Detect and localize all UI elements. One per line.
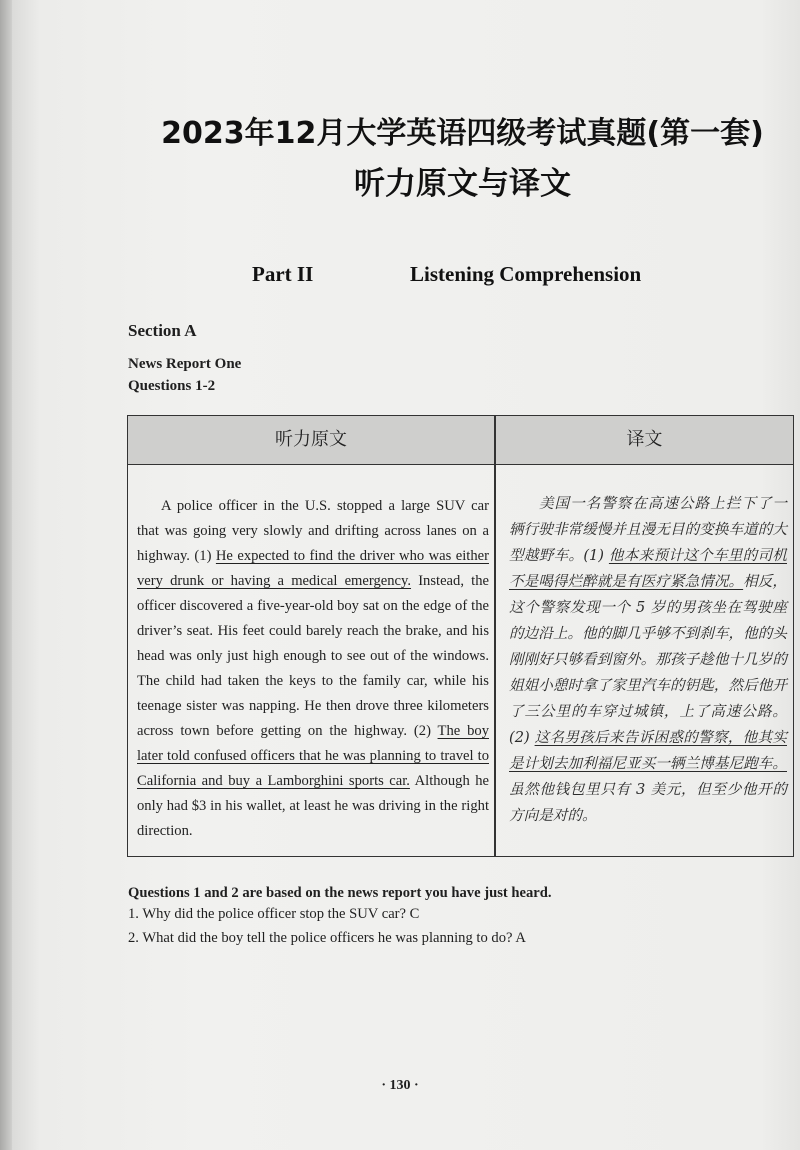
questions-range-heading: Questions 1-2 bbox=[128, 378, 216, 394]
english-key-sentence-2: The boy later told confused officers that he was planning to travel to California and buy a Lamborghini sports car. bbox=[137, 723, 489, 789]
question-2: 2. What did the boy tell the police officers he was planning to do? A bbox=[128, 930, 526, 946]
chinese-key-sentence-2: 这名男孩后来告诉困惑的警察，他其实是计划去加利福尼亚买一辆兰博基尼跑车。 bbox=[509, 729, 787, 772]
part-name: Listening Comprehension bbox=[410, 262, 642, 286]
english-key-sentence-1: He expected to find the driver who was either very drunk or having a medical emergency. bbox=[137, 548, 489, 589]
column-divider bbox=[494, 416, 496, 856]
chinese-text-3: 虽然他钱包里只有 3 美元，但至少他开的方向是对的。 bbox=[509, 781, 787, 824]
page-number: · 130 · bbox=[381, 1078, 419, 1093]
header-transcript: 听力原文 bbox=[275, 429, 347, 450]
news-report-heading: News Report One bbox=[128, 356, 242, 372]
english-text-1: A police officer in the U.S. stopped a large SUV car that was going very slowly and drifting across lanes on a highway. (1) bbox=[137, 498, 489, 564]
questions-intro: Questions 1 and 2 are based on the news report you have just heard. bbox=[128, 885, 552, 901]
question-1: 1. Why did the police officer stop the SUV car? C bbox=[128, 906, 420, 922]
part-label: Part II bbox=[252, 262, 314, 286]
chinese-translation bbox=[509, 491, 787, 829]
english-text-3: Although he only had $3 in his wallet, at least he was driving in the right direction. bbox=[137, 773, 489, 839]
page-subtitle: 听力原文与译文 bbox=[354, 166, 571, 202]
header-translation: 译文 bbox=[626, 429, 663, 450]
chinese-key-sentence-1: 他本来预计这个车里的司机不是喝得烂醉就是有医疗紧急情况。 bbox=[509, 547, 787, 590]
chinese-paragraph bbox=[509, 491, 787, 829]
english-paragraph bbox=[137, 494, 489, 844]
table-header-row bbox=[128, 416, 793, 465]
page-title: 2023年12月大学英语四级考试真题(第一套) bbox=[161, 116, 764, 151]
transcript-table bbox=[127, 415, 794, 857]
chinese-text-1: 美国一名警察在高速公路上拦下了一辆行驶非常缓慢并且漫无目的变换车道的大型越野车。(1) bbox=[509, 495, 787, 564]
section-heading: Section A bbox=[128, 321, 197, 340]
book-spine bbox=[0, 0, 12, 1150]
english-transcript bbox=[137, 494, 489, 844]
english-text-2: Instead, the officer discovered a five-year-old boy sat on the edge of the driver’s seat. His feet could barely reach the brake, and his head was only just high enough to see out of the windows. The child had taken the keys to the family car, while his teenage sister was napping. He then drove three kilometers across town before getting on the highway. (2) bbox=[137, 573, 489, 739]
chinese-text-2: 相反，这个警察发现一个 5 岁的男孩坐在驾驶座的边沿上。他的脚几乎够不到刹车，他的头刚刚好只够看到窗外。那孩子趁他十几岁的姐姐小憩时拿了家里汽车的钥匙，然后他开了三公里的车穿过城镇，上了高速公路。(2) bbox=[509, 573, 787, 746]
part-heading bbox=[0, 262, 800, 292]
